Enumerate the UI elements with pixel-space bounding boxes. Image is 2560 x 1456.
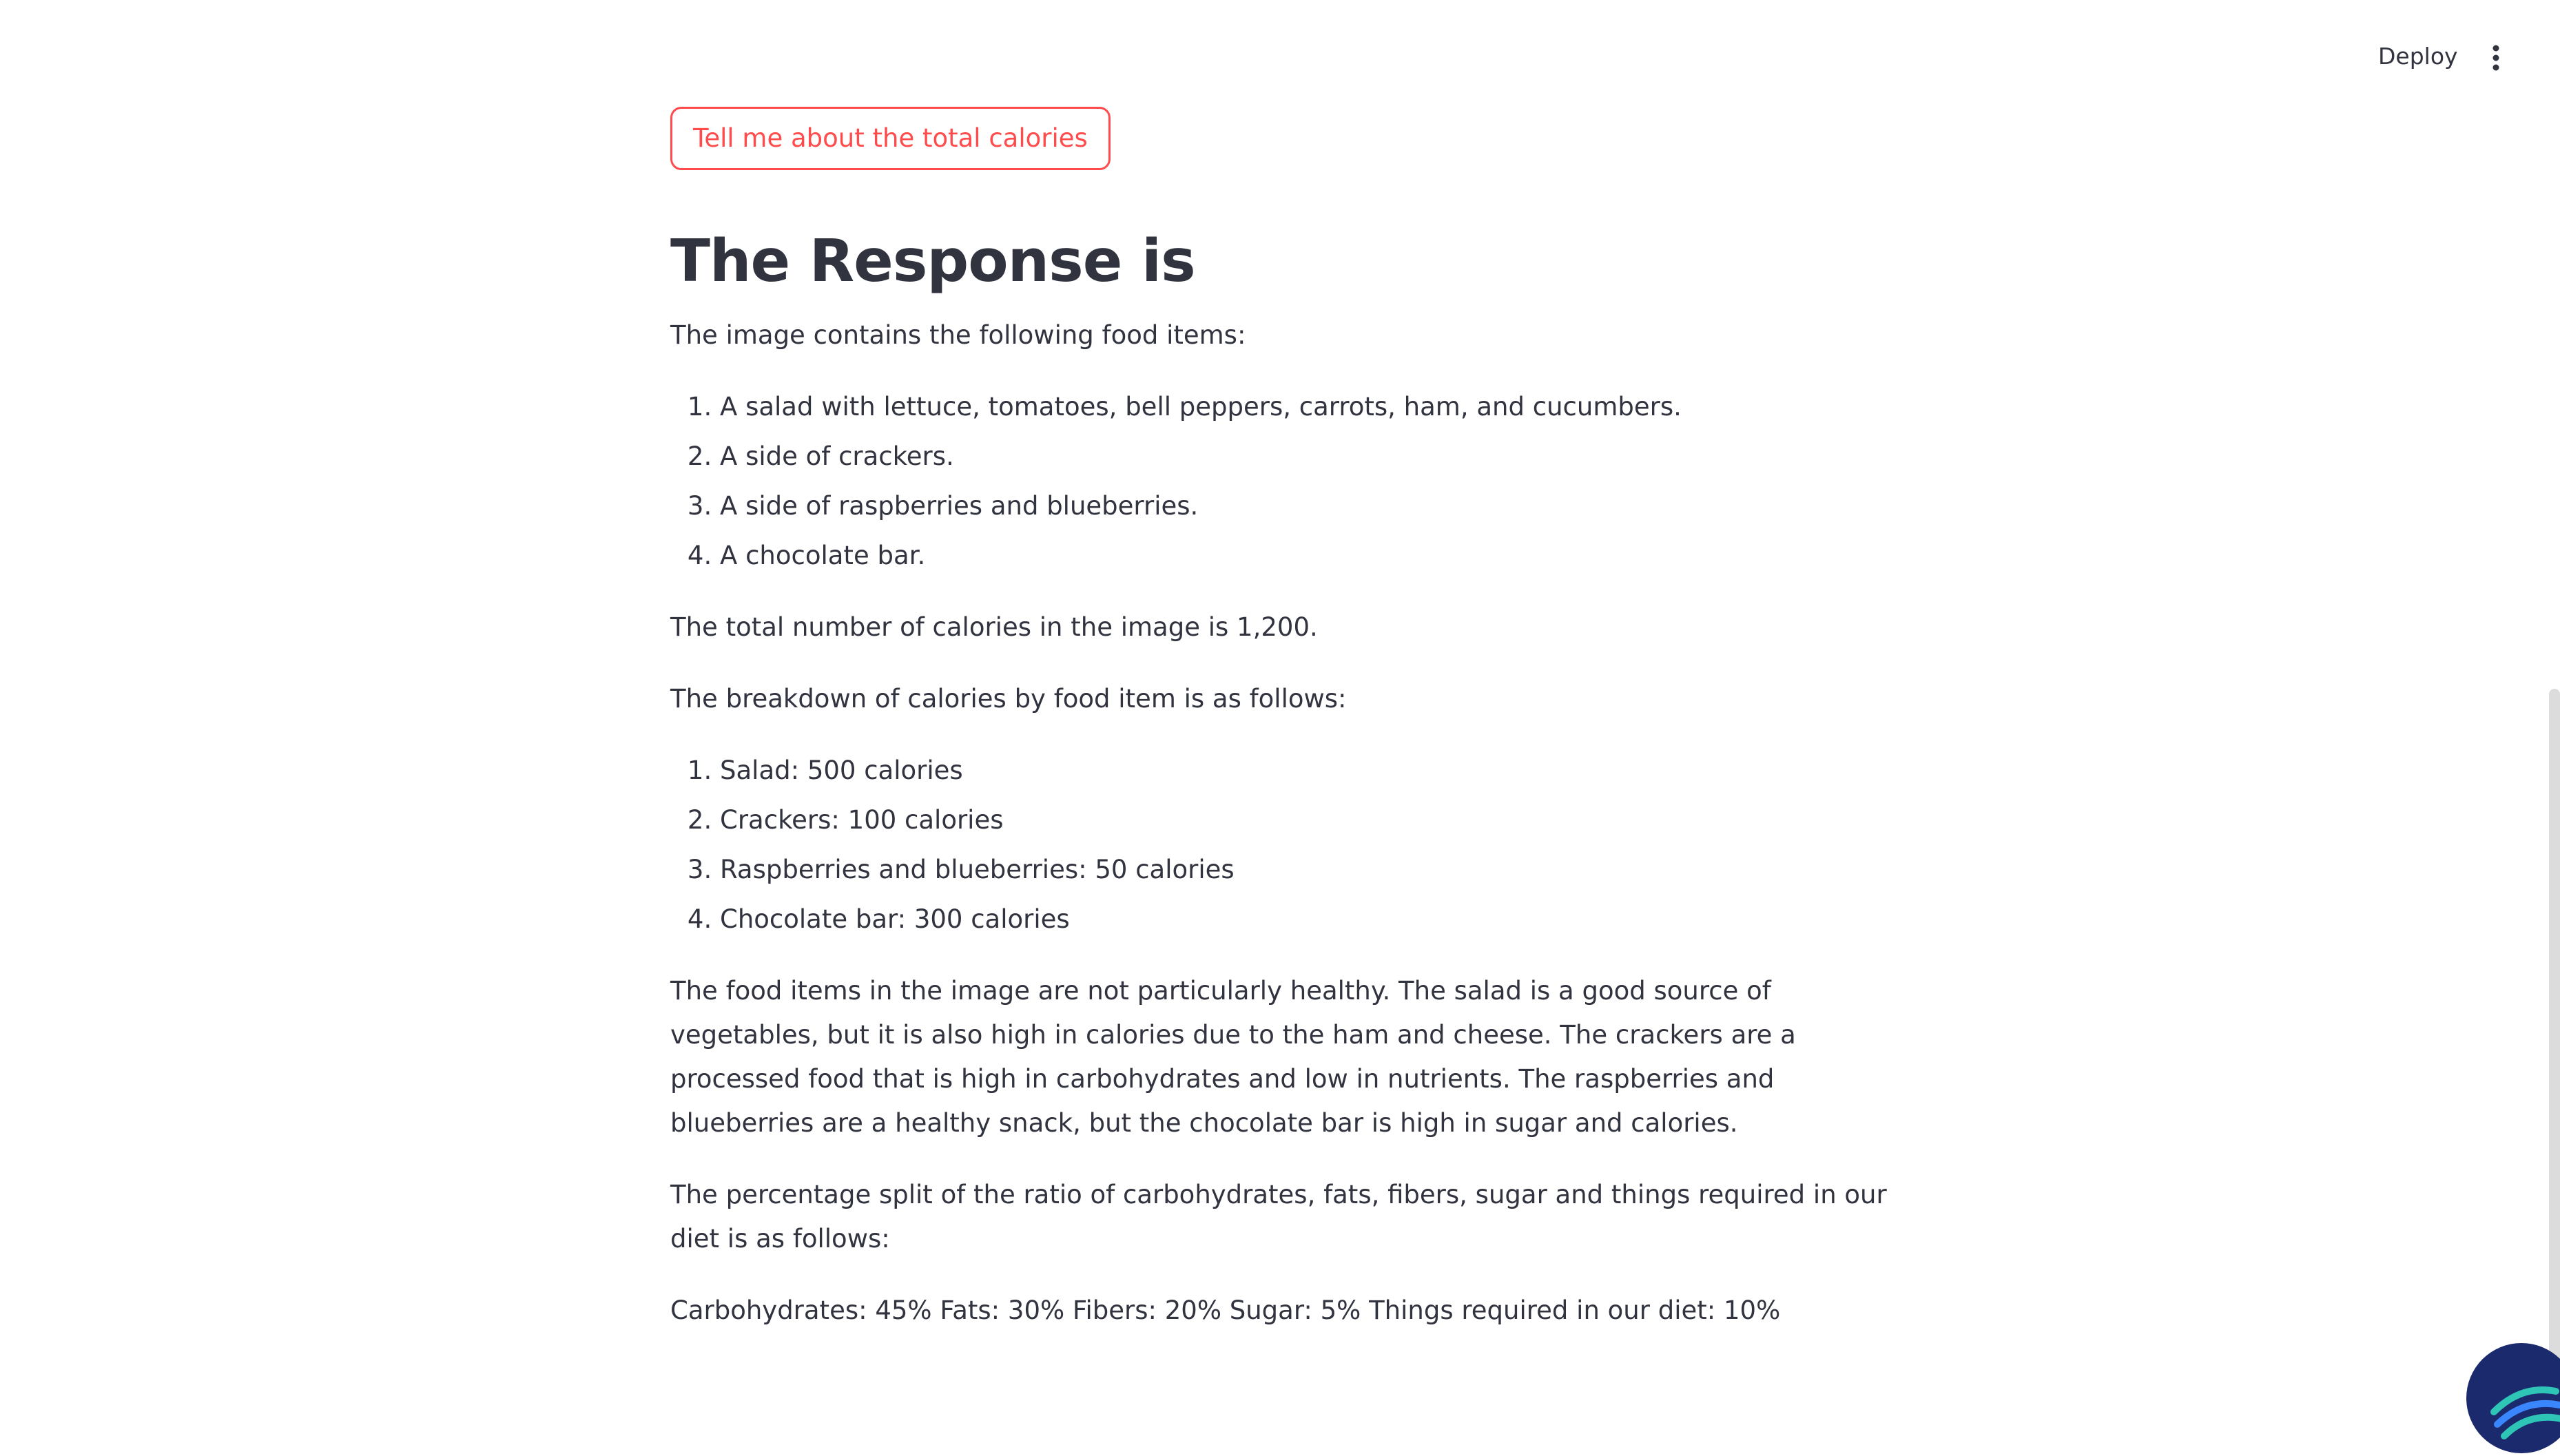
- breakdown-list: [670, 749, 1903, 942]
- streamlit-logo-icon[interactable]: [2466, 1343, 2560, 1453]
- list-item: 1. Salad: 500 calories: [720, 749, 1903, 793]
- breakdown-intro-text: The breakdown of calories by food item is as follows:: [670, 684, 1347, 714]
- total-calories-button[interactable]: Tell me about the total calories: [670, 107, 1111, 170]
- main-content: [670, 107, 1903, 1360]
- list-item: 3. A side of raspberries and blueberries.: [720, 484, 1903, 528]
- response-heading: The Response is: [670, 227, 1195, 295]
- deploy-button[interactable]: Deploy: [2362, 39, 2475, 74]
- scrollbar[interactable]: [2549, 689, 2560, 1436]
- list-item: 2. Crackers: 100 calories: [720, 798, 1903, 842]
- total-calories-text: The total number of calories in the image is 1,200.: [670, 612, 1318, 642]
- app-header: [0, 0, 2560, 103]
- health-paragraph: The food items in the image are not particularly healthy. The salad is a good source of vegetables, but it is also high in calories due to the ham and cheese. The crackers are a processed food that is high in carbohydrates and low in nutrients. The raspberries and blueberries are a healthy snack, but the chocolate bar is high in sugar and calories.: [670, 976, 1796, 1138]
- list-item: 1. A salad with lettuce, tomatoes, bell peppers, carrots, ham, and cucumbers.: [720, 385, 1903, 429]
- list-item: 4. A chocolate bar.: [720, 534, 1903, 578]
- intro-text: The image contains the following food items:: [670, 320, 1246, 350]
- percentage-intro-text: The percentage split of the ratio of carbohydrates, fats, fibers, sugar and things required in our diet is as follows:: [670, 1180, 1887, 1254]
- list-item: 4. Chocolate bar: 300 calories: [720, 897, 1903, 942]
- more-vertical-icon[interactable]: [2477, 39, 2515, 77]
- percentage-split-text: Carbohydrates: 45% Fats: 30% Fibers: 20% Sugar: 5% Things required in our diet: 10%: [670, 1296, 1781, 1325]
- list-item: 3. Raspberries and blueberries: 50 calories: [720, 848, 1903, 892]
- list-item: 2. A side of crackers.: [720, 435, 1903, 479]
- food-items-list: [670, 385, 1903, 578]
